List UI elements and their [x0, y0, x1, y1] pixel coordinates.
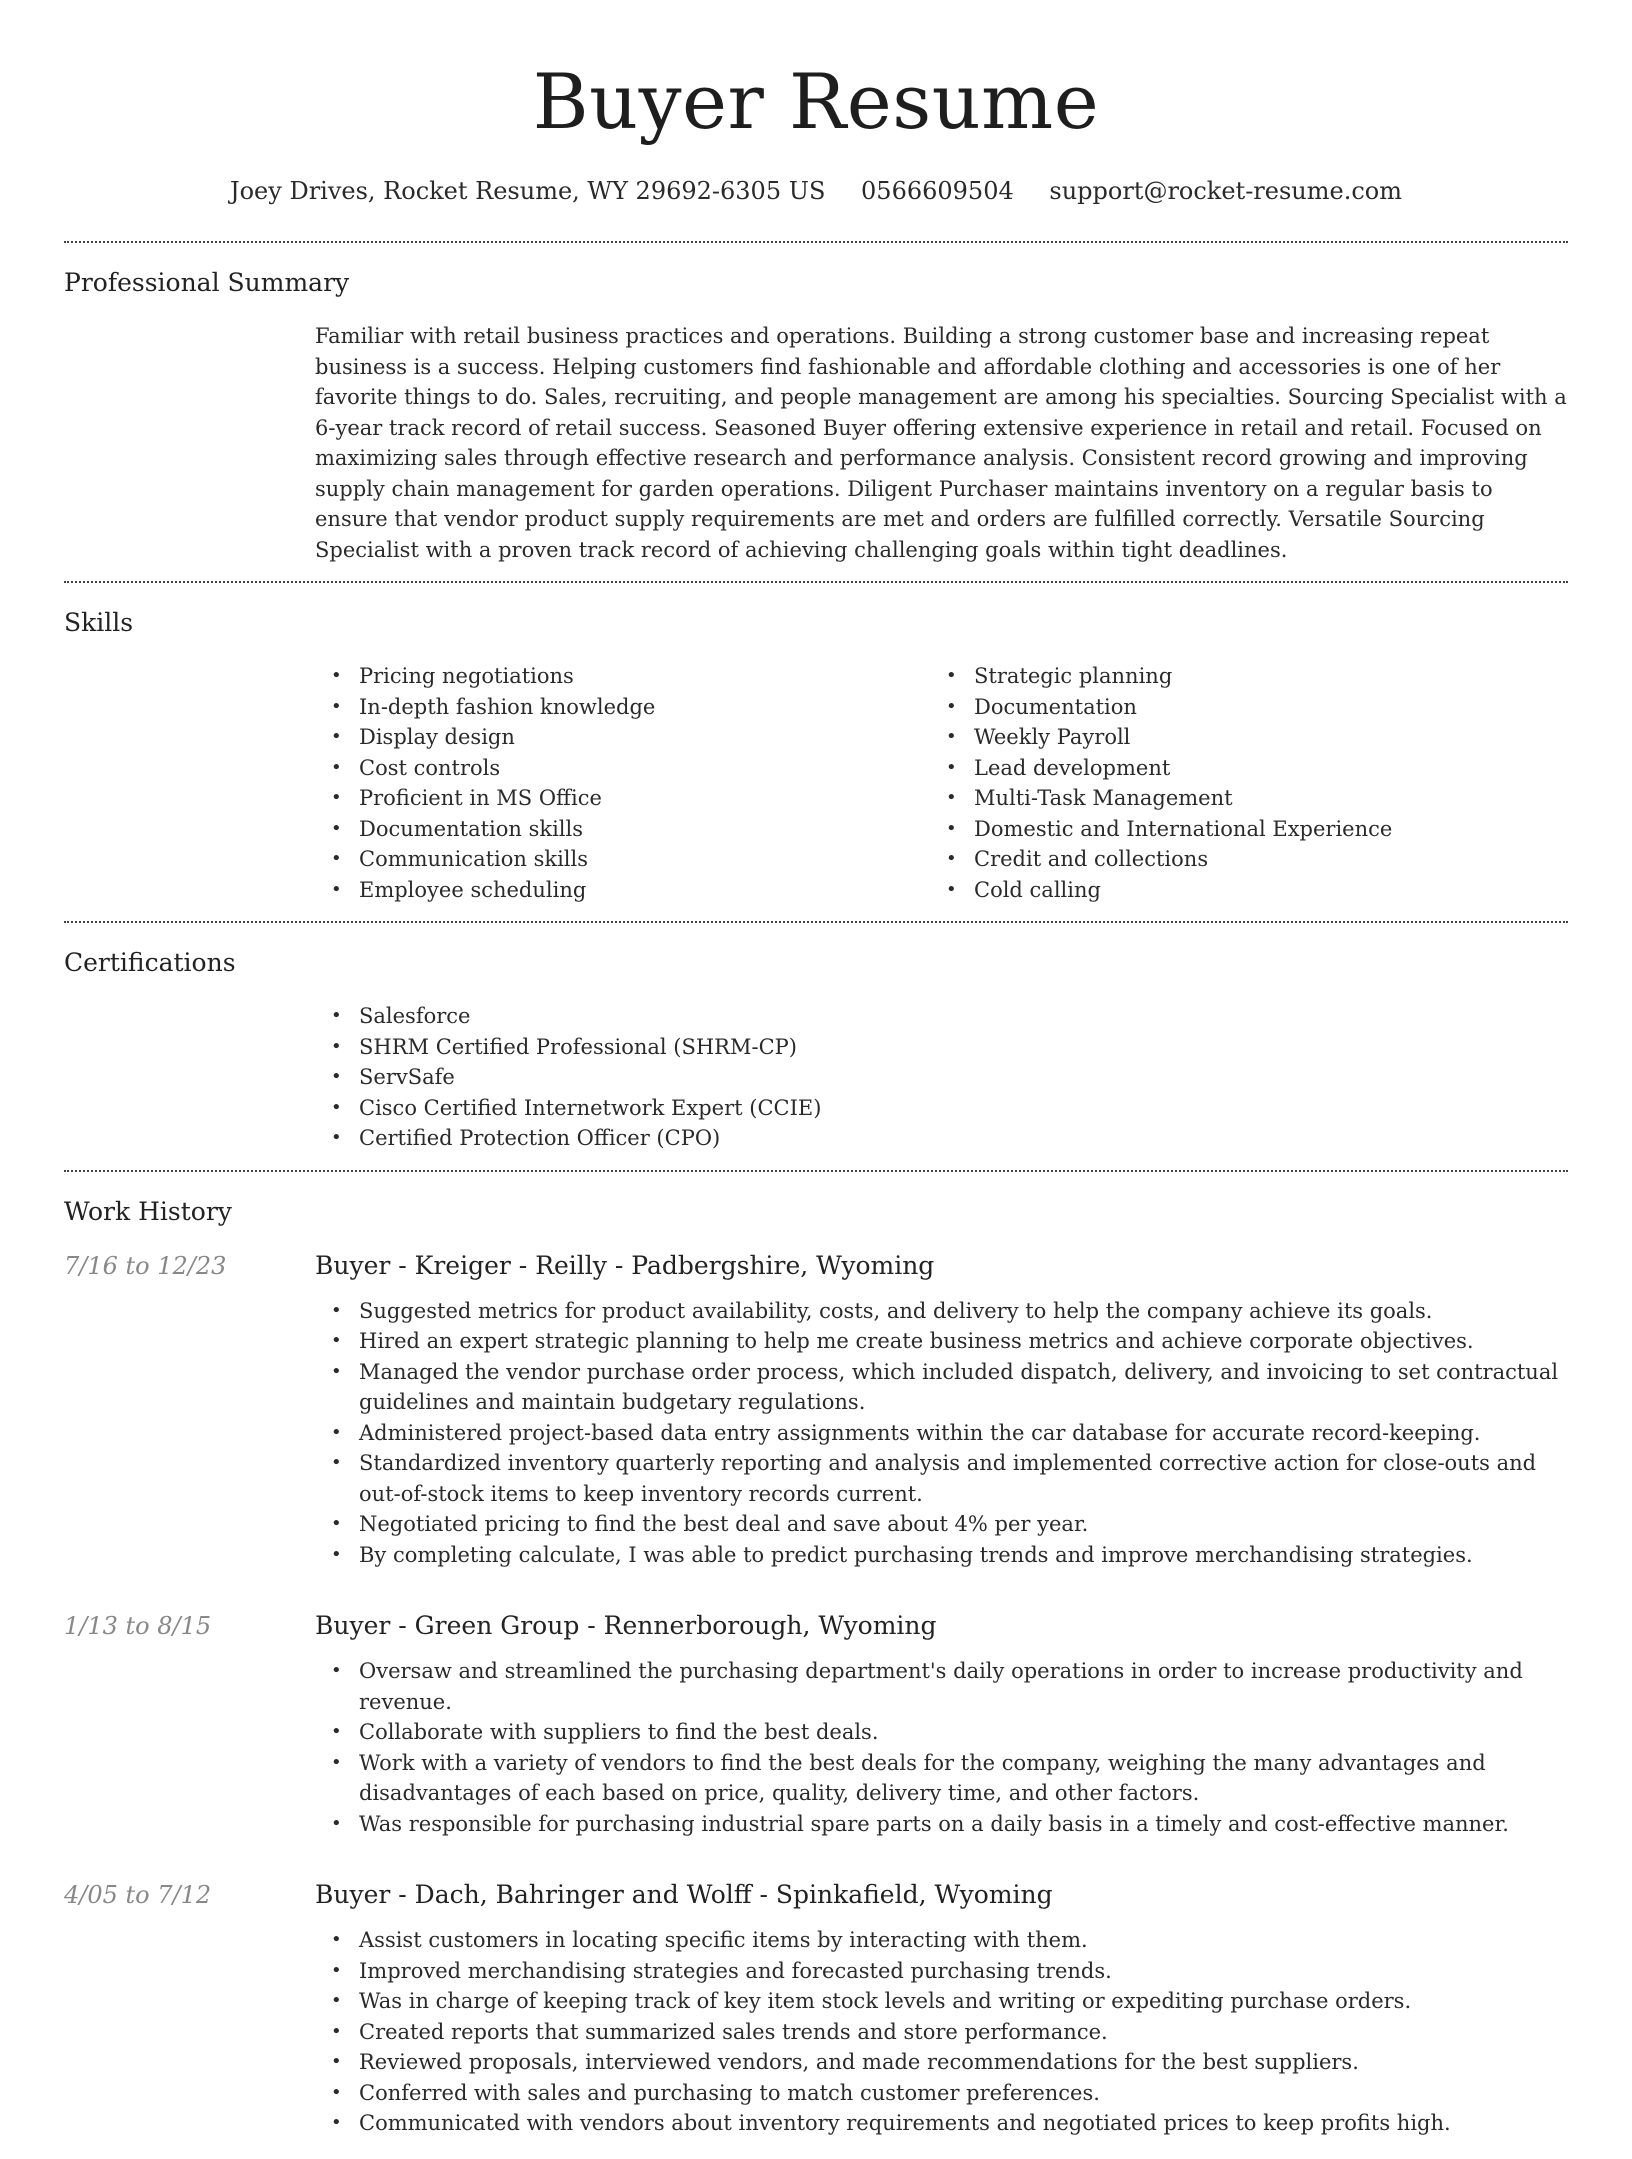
job-bullet-list	[315, 1656, 1568, 1859]
job-bullet: • Work with a variety of vendors to find the best deals for the company, weighing the many advantages and disadvantages of each based on price, quality, delivery time, and other factors.	[315, 1748, 1568, 1809]
job-bullet: • Collaborate with suppliers to find the best deals.	[315, 1717, 1568, 1748]
skills-section	[64, 583, 1568, 921]
skill-item: • Display design	[315, 722, 930, 753]
certification-item: • Certified Protection Officer (CPO)	[315, 1123, 1568, 1154]
job-dates: 7/16 to 12/23	[64, 1251, 227, 1280]
job-bullet: • Managed the vendor purchase order process, which included dispatch, delivery, and invoicing to set contractual guidelines and maintain budgetary regulations.	[315, 1357, 1568, 1418]
contact-email: support@rocket-resume.com	[1049, 177, 1402, 205]
job-bullet: • Improved merchandising strategies and forecasted purchasing trends.	[315, 1956, 1568, 1987]
job-bullet: • Reviewed proposals, interviewed vendors, and made recommendations for the best suppliers.	[315, 2047, 1568, 2078]
section-title-work-history: Work History	[64, 1196, 232, 1226]
job-bullet: • Assist customers in locating specific items by interacting with them.	[315, 1925, 1568, 1956]
skill-item: • Domestic and International Experience	[930, 814, 1568, 845]
skill-item: • Communication skills	[315, 844, 930, 875]
skill-item: • Documentation	[930, 692, 1568, 723]
job-entry	[64, 1877, 1568, 2159]
skill-item: • Lead development	[930, 753, 1568, 784]
job-bullet: • Created reports that summarized sales trends and store performance.	[315, 2017, 1568, 2048]
skill-item: • Multi-Task Management	[930, 783, 1568, 814]
job-dates: 4/05 to 7/12	[64, 1881, 212, 1909]
job-bullet-list	[315, 1925, 1568, 2159]
section-title-skills: Skills	[64, 608, 134, 637]
job-bullet-list	[315, 1296, 1568, 1591]
skill-item: • Proficient in MS Office	[315, 783, 930, 814]
contact-phone: 0566609504	[861, 177, 1014, 205]
section-title-summary: Professional Summary	[64, 268, 350, 297]
contact-line	[64, 174, 1568, 208]
skill-item: • Cold calling	[930, 875, 1568, 906]
section-title-certifications: Certifications	[64, 948, 236, 977]
certification-item: • ServSafe	[315, 1062, 1568, 1093]
job-bullet: • Communicated with vendors about inventory requirements and negotiated prices to keep profits high.	[315, 2108, 1568, 2139]
job-bullet: • Standardized inventory quarterly reporting and analysis and implemented corrective action for close-outs and out-of-stock items to keep inventory records current.	[315, 1448, 1568, 1509]
job-bullet: • By completing calculate, I was able to predict purchasing trends and improve merchandising strategies.	[315, 1540, 1568, 1571]
job-bullet: • Negotiated pricing to find the best deal and save about 4% per year.	[315, 1509, 1568, 1540]
job-title: Buyer - Green Group - Rennerborough, Wyoming	[315, 1611, 937, 1640]
job-dates: 1/13 to 8/15	[64, 1612, 212, 1640]
skill-item: • Cost controls	[315, 753, 930, 784]
job-bullet: • Was responsible for purchasing industrial spare parts on a daily basis in a timely and cost-effective manner.	[315, 1809, 1568, 1840]
job-bullet: • Suggested metrics for product availability, costs, and delivery to help the company achieve its goals.	[315, 1296, 1568, 1327]
skill-item: • In-depth fashion knowledge	[315, 692, 930, 723]
job-list	[64, 1248, 1568, 2159]
certification-item: • SHRM Certified Professional (SHRM-CP)	[315, 1032, 1568, 1063]
job-bullet: • Oversaw and streamlined the purchasing department's daily operations in order to increase productivity and revenue.	[315, 1656, 1568, 1717]
resume-title: Buyer Resume	[532, 57, 1100, 146]
skill-item: • Weekly Payroll	[930, 722, 1568, 753]
job-bullet: • Administered project-based data entry assignments within the car database for accurate record-keeping.	[315, 1418, 1568, 1449]
skill-item: • Pricing negotiations	[315, 661, 930, 692]
skill-item: • Documentation skills	[315, 814, 930, 845]
certifications-section	[64, 923, 1568, 1170]
skills-list-left	[315, 661, 930, 905]
certification-item: • Salesforce	[315, 1001, 1568, 1032]
job-entry	[64, 1608, 1568, 1859]
job-entry	[64, 1248, 1568, 1591]
professional-summary-section	[64, 243, 1568, 581]
certifications-list	[315, 1001, 1568, 1154]
job-title: Buyer - Dach, Bahringer and Wolff - Spinkafield, Wyoming	[315, 1880, 1053, 1909]
summary-text: Familiar with retail business practices and operations. Building a strong customer base and increasing repeat business is a success. Helping customers find fashionable and affordable clothing and accessories is one of her favorite things to do. Sales, recruiting, and people management are among his specialties. Sourcing Specialist with a 6-year track record of retail success. Seasoned Buyer offering extensive experience in retail and retail. Focused on maximizing sales through effective research and performance analysis. Consistent record growing and improving supply chain management for garden operations. Diligent Purchaser maintains inventory on a regular basis to ensure that vendor product supply requirements are met and orders are fulfilled correctly. Versatile Sourcing Specialist with a proven track record of achieving challenging goals within tight deadlines.	[315, 324, 1567, 562]
job-bullet: • Hired an expert strategic planning to help me create business metrics and achieve corporate objectives.	[315, 1326, 1568, 1357]
skill-item: • Strategic planning	[930, 661, 1568, 692]
skill-item: • Employee scheduling	[315, 875, 930, 906]
certification-item: • Cisco Certified Internetwork Expert (CCIE)	[315, 1093, 1568, 1124]
job-bullet: • Conferred with sales and purchasing to match customer preferences.	[315, 2078, 1568, 2109]
contact-address: Joey Drives, Rocket Resume, WY 29692-6305 US	[229, 177, 826, 205]
skills-list-right	[930, 661, 1568, 905]
job-title: Buyer - Kreiger - Reilly - Padbergshire, Wyoming	[315, 1250, 935, 1280]
skill-item: • Credit and collections	[930, 844, 1568, 875]
job-bullet: • Was in charge of keeping track of key item stock levels and writing or expediting purchase orders.	[315, 1986, 1568, 2017]
work-history-section	[64, 1172, 1568, 2159]
